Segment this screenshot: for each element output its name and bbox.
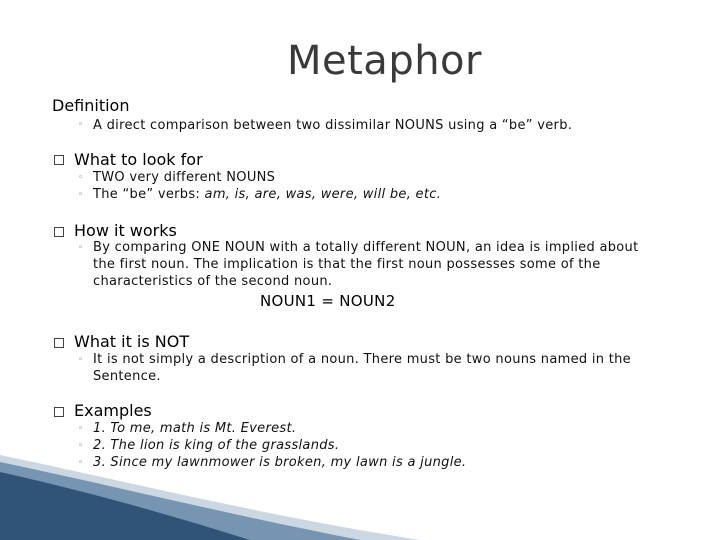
bullet-icon: ◦ bbox=[78, 173, 84, 183]
bullet-icon: ◦ bbox=[78, 424, 84, 434]
example-item: 1. To me, math is Mt. Everest. bbox=[93, 421, 297, 436]
not-line-1: It is not simply a description of a noun. There must be two nouns named in the bbox=[93, 352, 631, 367]
how-it-works-line-3: characteristics of the second noun. bbox=[93, 274, 333, 289]
what-it-is-not-heading: What it is NOT bbox=[74, 332, 190, 351]
what-to-look-for-heading: What to look for bbox=[74, 150, 203, 169]
page-title: Metaphor bbox=[287, 38, 482, 84]
example-item: 2. The lion is king of the grasslands. bbox=[93, 438, 340, 453]
bullet-icon: ◦ bbox=[78, 441, 84, 451]
look-for-item-2: The “be” verbs: am, is, are, was, were, will be, etc. bbox=[93, 187, 442, 202]
noun-equation: NOUN1 = NOUN2 bbox=[260, 292, 396, 310]
how-it-works-heading: How it works bbox=[74, 221, 177, 240]
checkbox-bullet-icon bbox=[54, 338, 64, 348]
bullet-icon: ◦ bbox=[78, 243, 84, 253]
not-line-2: Sentence. bbox=[93, 369, 161, 384]
bullet-icon: ◦ bbox=[78, 458, 84, 468]
checkbox-bullet-icon bbox=[54, 407, 64, 417]
checkbox-bullet-icon bbox=[54, 155, 64, 165]
bullet-icon: ◦ bbox=[78, 355, 84, 365]
look-for-item-1: TWO very different NOUNS bbox=[93, 170, 276, 185]
how-it-works-line-1: By comparing ONE NOUN with a totally different NOUN, an idea is implied about bbox=[93, 240, 639, 255]
bullet-icon: ◦ bbox=[78, 120, 84, 130]
how-it-works-line-2: the first noun. The implication is that the first noun possesses some of the bbox=[93, 257, 601, 272]
examples-heading: Examples bbox=[74, 401, 152, 420]
definition-heading: Definition bbox=[52, 96, 130, 115]
example-item: 3. Since my lawnmower is broken, my lawn is a jungle. bbox=[93, 455, 467, 470]
checkbox-bullet-icon bbox=[54, 227, 64, 237]
bullet-icon: ◦ bbox=[78, 190, 84, 200]
definition-item: A direct comparison between two dissimilar NOUNS using a “be” verb. bbox=[93, 118, 573, 133]
